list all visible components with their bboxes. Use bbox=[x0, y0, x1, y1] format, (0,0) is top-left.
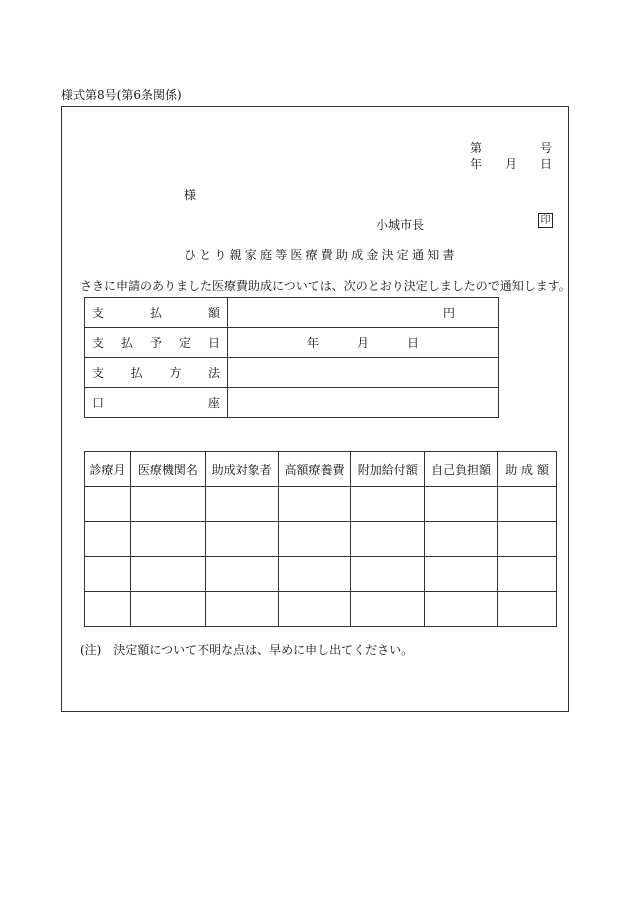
table-cell[interactable] bbox=[205, 487, 278, 522]
header-institution: 医療機関名 bbox=[130, 452, 205, 487]
account-value[interactable] bbox=[228, 388, 499, 418]
table-cell[interactable] bbox=[278, 487, 351, 522]
table-cell[interactable] bbox=[130, 557, 205, 592]
table-cell[interactable] bbox=[205, 522, 278, 557]
table-cell[interactable] bbox=[425, 487, 498, 522]
amount-label: 支 払 額 bbox=[85, 298, 228, 328]
payment-schedule-row bbox=[85, 328, 499, 358]
footnote bbox=[80, 641, 413, 658]
table-cell[interactable] bbox=[278, 557, 351, 592]
table-cell[interactable] bbox=[425, 522, 498, 557]
table-cell[interactable] bbox=[351, 487, 425, 522]
table-cell[interactable] bbox=[351, 557, 425, 592]
date-year: 年 bbox=[470, 157, 483, 171]
table-cell[interactable] bbox=[130, 592, 205, 627]
table-cell[interactable] bbox=[278, 592, 351, 627]
seal-stamp: 印 bbox=[538, 213, 553, 228]
amount-value[interactable] bbox=[228, 298, 499, 328]
document-date bbox=[470, 155, 552, 172]
table-row bbox=[85, 487, 557, 522]
table-cell[interactable] bbox=[425, 592, 498, 627]
header-recipient: 助成対象者 bbox=[205, 452, 278, 487]
form-label: 様式第8号(第6条関係) bbox=[61, 88, 182, 102]
note-mark: (注) bbox=[80, 643, 102, 657]
table-row bbox=[85, 557, 557, 592]
date-month: 月 bbox=[504, 157, 517, 171]
table-cell[interactable] bbox=[498, 487, 557, 522]
schedule-value[interactable]: 年 月 日 bbox=[228, 328, 499, 358]
payment-table bbox=[84, 297, 499, 418]
document-title: ひとり親家庭等医療費助成金決定通知書 bbox=[184, 248, 458, 262]
table-cell[interactable] bbox=[351, 522, 425, 557]
header-high-cost: 高額療養費 bbox=[278, 452, 351, 487]
payment-amount-row bbox=[85, 298, 499, 328]
addressee: 様 bbox=[184, 188, 197, 202]
table-cell[interactable] bbox=[205, 592, 278, 627]
number-suffix: 号 bbox=[539, 141, 552, 155]
detail-table bbox=[84, 451, 557, 627]
table-cell[interactable] bbox=[85, 557, 131, 592]
document-number bbox=[470, 139, 552, 156]
table-cell[interactable] bbox=[425, 557, 498, 592]
account-row bbox=[85, 388, 499, 418]
issuer: 小城市長 bbox=[376, 218, 425, 232]
intro-text: さきに申請のありました医療費助成については、次のとおり決定しましたので通知します。 bbox=[80, 279, 571, 293]
table-row bbox=[85, 522, 557, 557]
table-cell[interactable] bbox=[85, 522, 131, 557]
header-additional: 附加給付額 bbox=[351, 452, 425, 487]
table-cell[interactable] bbox=[130, 522, 205, 557]
schedule-label: 支 払 予 定 日 bbox=[85, 328, 228, 358]
table-cell[interactable] bbox=[498, 522, 557, 557]
table-cell[interactable] bbox=[498, 557, 557, 592]
date-day: 日 bbox=[539, 157, 552, 171]
header-subsidy: 助 成 額 bbox=[498, 452, 557, 487]
method-value[interactable] bbox=[228, 358, 499, 388]
table-row bbox=[85, 592, 557, 627]
note-text: 決定額について不明な点は、早めに申し出てください。 bbox=[113, 643, 414, 657]
table-cell[interactable] bbox=[85, 592, 131, 627]
detail-header-row bbox=[85, 452, 557, 487]
yen-unit: 円 bbox=[442, 306, 455, 320]
number-prefix: 第 bbox=[470, 141, 483, 155]
table-cell[interactable] bbox=[498, 592, 557, 627]
table-cell[interactable] bbox=[278, 522, 351, 557]
header-month: 診療月 bbox=[85, 452, 131, 487]
header-self-pay: 自己負担額 bbox=[425, 452, 498, 487]
table-cell[interactable] bbox=[130, 487, 205, 522]
payment-method-row bbox=[85, 358, 499, 388]
method-label: 支 払 方 法 bbox=[85, 358, 228, 388]
table-cell[interactable] bbox=[351, 592, 425, 627]
table-cell[interactable] bbox=[205, 557, 278, 592]
table-cell[interactable] bbox=[85, 487, 131, 522]
account-label: 口 座 bbox=[85, 388, 228, 418]
